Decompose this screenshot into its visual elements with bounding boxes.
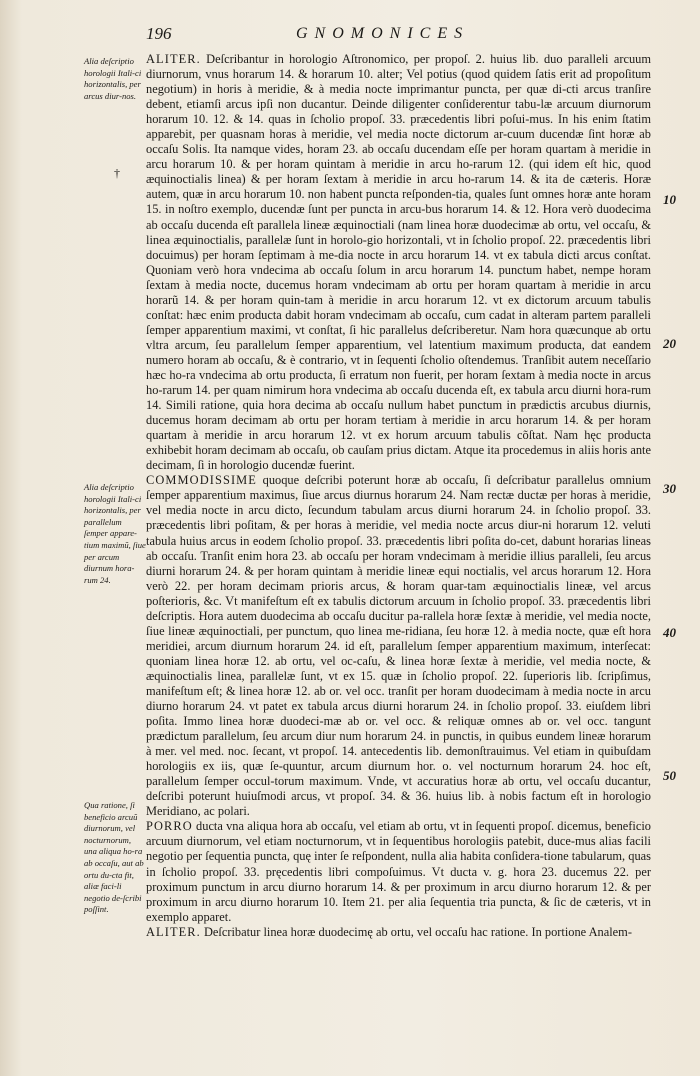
paragraph-lead: ALITER. [146, 52, 201, 66]
paragraph-lead: COMMODISSIME [146, 473, 257, 488]
paragraph-text: ducta vna aliqua hora ab occaſu, vel etiam ab ortu, vt in ſequenti propoſ. dicemus, beneficio arcuum diurnorum, vel etiam nocturnorum, vt in ſequentibus horologiis patebit, duce-mus alias facili negotio per ſequentia puncta, quę inter ſe reſpondent, nulla alia habita conſidera-tione tabularum, quas in ſcholio propoſ. 33. pręcedentis libri compoſuimus. Vt ducta v. g. hora 23. ducemus 22. per proximum punctum in arcu diurno horarum 14. & per proximum in arcu diurno horarum 12. & per proximum in arcu diurno horarum 10. Item 21. per alia ſequentia tria puncta, & ſic de cæteris, vt in exemplo apparet. [146, 819, 651, 924]
gutter-mark: † [114, 166, 120, 180]
line-marker: 50 [663, 768, 676, 783]
paragraph-text: Deſcribantur in horologio Aſtronomico, per propoſ. 2. huius lib. duo paralleli arcuum diurnorum, vnus horarum 14. & horarum 10. alter; Vel potius (quod quidem ſatis erit ad propoſitum negotium) in horis à meridie, & à media nocte imprimantur puncta, per quæ di-cti arcus tranſire debent, etiamſi arcus ipſi non ducantur. Deinde diligenter conſiderentur tabu-læ arcuum diurnorum horarum 10. 12. & 14. quas in ſcholio propoſ. 33. præcedentis libri poſui-mus. In his enim ſtatim apparebit, per quasnam horas à meridie, vel media nocte dictorum ar-cuum ducendæ ſint horæ ab occaſu Solis. Ita namque vides, horam 23. ab occaſu ducendam eſſe per horam quartam à meridie in arcu horarum 10. & per horam quintam à meridie in arcu ho-rarum 12. (qui idem eſt hic, quod æquinoctialis linea) & per horam ſextam à meridie in arcu ho-rarum 14. & ita de cæteris. Horæ autem, quæ in arcu horarum 10. non habent puncta reſponden-tia, quales ſunt omnes horæ ante horam 15. in noſtro exemplo, ducendæ ſunt per puncta in arcu-bus horarum 14. & 12. Hora verò duodecima ab occaſu ducenda eſt parallela lineæ æquinoctiali (nam linea horæ duodecimæ ab ortu, vel occaſu, & linea æquinoctialis, parallelæ ſunt in horolo-gio horizontali, vt in ſcholio propoſ. 22. præcedentis libri docuimus) per horam ſeptimam à me-dia nocte in arcu horarum 14. vt ex tabula dicti arcus conſtat. Quoniam verò hora vndecima ab occaſu ſolum in arcu horarum 14. punctum habet, nempe horam ſextam à media nocte, ducemus horam vndecimam ab ortu per horam quartam à meridie in arcu horarũ 14. & per horam quin-tam à meridie in arcu horarum 12. vt ex dictorum arcuum tabulis conſtat: hæc enim producta dabit horam vndecimam ab occaſu, cum cadat in alteram partem paralleli ſemper apparentium maximi, vt conſtat, ſi hic parallelus deſcriberetur. Nam hora quæcunque ab ortu vltra arcum, ſeu parallelum ſemper apparentium, vel latentium maximum producta, dat eandem numero horam ab occaſu, & è contrario, vt in ſequenti ſcholio oſtendemus. Tranſibit autem neceſſario hæc ho-ra vndecima ab ortu producta, ſi erratum non fuerit, per horam ſextam à media nocte in arcus ho-rarum 14. per quam nimirum hora vndecima ab occaſu ducenda eſt, ex tabula arcu diurni hora-rum 14. Simili ratione, quia hora decima ab occaſu nullum habet punctum in prædictis arcubus diurnis, ducemus horam decimam ab ortu per horam tertiam à meridie in arcu horarum 14. & per horam quartam à meridie in arcu horarum 12. vt ex horum arcuum tabulis cõſtat. Nam hęc producta exhibebit horam decimam ab occaſu, ob cauſam prius dictam. Atque ita procedemus in aliis horis ante decimam, ſi in horologio ducendæ fuerint. [146, 52, 651, 473]
paragraph [146, 473, 651, 819]
paragraph [146, 52, 651, 473]
margin-note: Qua ratione, ſi beneficio arcuũ diurnorum, vel nocturnorum, una aliqua ho-ra ab occaſu, aut ab ortu du-cta fit, aliæ faci-li negotio de-ſcribi poſſint. [84, 800, 144, 915]
paragraph [146, 925, 651, 940]
line-marker: 10 [663, 192, 676, 207]
paragraph-lead: ALITER. [146, 924, 201, 939]
paragraph-text: Deſcribatur linea horæ duodecimę ab ortu, vel occaſu hac ratione. In portione Analem- [200, 924, 632, 939]
line-marker: 40 [663, 625, 676, 640]
paragraph [146, 819, 651, 924]
paragraph-lead: PORRO [146, 819, 193, 834]
running-title: GNOMONICES [296, 25, 470, 42]
margin-note: Alia deſcriptio horologii Itali-ci horizontalis, per parallelum ſemper appare-tium maximũ, ſiue per arcum diurnum hora-rum 24. [84, 482, 146, 585]
line-marker: 20 [663, 336, 676, 351]
page-header [146, 24, 666, 48]
main-text [146, 52, 651, 1052]
paragraph-text: quoque deſcribi poterunt horæ ab occaſu, ſi deſcribatur parallelus omnium ſemper apparentium maximus, ſiue arcus diurnus horarum 24. Nam rectæ ductæ per horas à meridie, vel media nocte in arcu dicto, ſecundum tabulam arcus diurni horarum 24. in ſcholio propoſ. 33. præcedentis libri poſitam, & per horas à meridie, vel media nocte arcus diur-ni horarum 12. veluti tabula huius arcus in eodem ſcholio propoſ. 33. præcedentis libri poſita do-cet, dabunt horarias lineas ab occaſu. Tranſit enim hora 23. ab occaſu per horam vndecimam à meridie illius paralleli, ſeu arcus diurni horarum 24. & per horam quintam à meridie lineæ equi noctialis, vel arcus horarum 12. Hora verò 22. per horam decimam prioris arcus, & horam quar-tam æquinoctialis lineæ, vel arcus poſterioris, &c. Vt manifeſtum eſt ex tabulis dictorum arcuum in ſcholio propoſ. 33. præcedentis libri deſcriptis. Hora autem duodecima ab occaſu ducitur pa-rallela horæ ſextæ à meridie, vel media nocte, ſiue lineæ æquinoctiali, per punctum, quo linea me-ridiana, ſeu horæ 12. à media nocte, quæ eſt hora meridiei, arcum diurnum horarum 24. id eſt, parallelum ſemper apparentium maximum, interſecat: quoniam linea horæ 12. ab ortu, vel oc-caſu, & linea horæ ſextæ à meridie, vel media nocte, & æquinoctialis linea, parallelæ ſunt, vt ex 15. quæ in ſcholio propoſ. 22. ſuperioris lib. ſcripſimus, manifeſtum eſt; & linea horæ 12. ab or. vel occ. tranſit per horam duodecimam à media nocte in arcu diurno horarum 24. vt patet ex tabula arcus diurni horarum 24. in ſcholio propoſ. 33. eiuſdem libri poſita. Immo linea horæ duodeci-mæ ab or. vel occ. & reliquæ omnes ab or. vel occ. tangunt prædictum parallelum, ſeu arcum diur num horarum 24. in punctis, in quibus eundem lineæ horarum à mer. vel med. noc. ſecant, vt propoſ. 14. antecedentis lib. demonſtrauimus. Vel etiam in quibuſdam horologiis ex iis, quæ ſe-quuntur, arcum diurnum hor. o. vel nocturnum horarum 24. hoc eſt, parallelum ſemper occul-torum maximum. Vnde, vt accuratius horæ ab ortu, vel occaſu ducantur, deſcribi poterunt huiuſmodi arcus, vt propoſ. 34. & 36. huius lib. à nobis factum eſt in horologio Meridiano, ac polari. [146, 473, 651, 819]
page-number: 196 [146, 24, 172, 43]
margin-note: Alia deſcriptio horologii Itali-ci horizontalis, per arcus diur-nos. [84, 56, 142, 101]
line-marker: 30 [663, 481, 676, 496]
